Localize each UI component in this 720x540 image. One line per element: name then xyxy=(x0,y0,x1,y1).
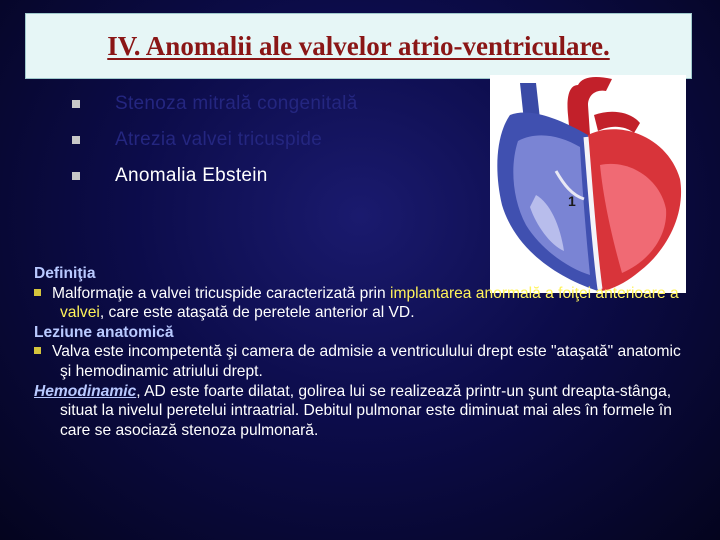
leziune-heading: Leziune anatomică xyxy=(34,323,174,341)
bullet-label: Stenoza mitrală congenitală xyxy=(115,93,358,114)
hemodinamic-paragraph xyxy=(34,382,694,441)
slide-content xyxy=(34,264,694,440)
definitia-heading: Definiţia xyxy=(34,265,96,282)
bullet-item-stenoza xyxy=(72,86,358,122)
leziune-paragraph xyxy=(34,342,694,381)
definitia-text-before: Malformaţie a valvei tricuspide caracterizată prin xyxy=(52,284,390,302)
bullet-item-atrezia xyxy=(72,122,358,158)
heart-illustration xyxy=(490,75,686,293)
slide-title: IV. Anomalii ale valvelor atrio-ventriculare. xyxy=(107,30,610,61)
hemodinamic-text: , AD este foarte dilatat, golirea lui se realizează printr-un şunt dreapta-stânga, situat la nivelul peretelui intraatrial. Debitul pulmonar este diminuat mai ales în formele în care se asociază stenoza pulmonară. xyxy=(60,382,672,439)
heart-diagram xyxy=(490,75,686,293)
square-bullet-icon xyxy=(72,100,80,108)
definitia-highlight: implantarea anormală a foiţei anterioare a valvei xyxy=(60,284,679,322)
square-bullet-icon xyxy=(34,347,41,354)
bullet-label: Atrezia valvei tricuspide xyxy=(115,129,323,150)
bullet-list xyxy=(72,86,358,194)
bullet-label: Anomalia Ebstein xyxy=(115,165,268,186)
square-bullet-icon xyxy=(34,289,41,296)
square-bullet-icon xyxy=(72,172,80,180)
definitia-text-after: , care este ataşată de peretele anterior al VD. xyxy=(99,304,415,322)
bullet-item-ebstein xyxy=(72,158,358,194)
hemodinamic-label: Hemodinamic xyxy=(34,382,137,400)
figure-label: 1 xyxy=(568,193,576,209)
square-bullet-icon xyxy=(72,136,80,144)
title-box xyxy=(25,13,692,79)
leziune-text: Valva este incompetentă şi camera de admisie a ventriculului drept este "ataşată" anatomic şi hemodinamic atriului drept. xyxy=(52,343,681,380)
definitia-paragraph xyxy=(34,284,694,323)
